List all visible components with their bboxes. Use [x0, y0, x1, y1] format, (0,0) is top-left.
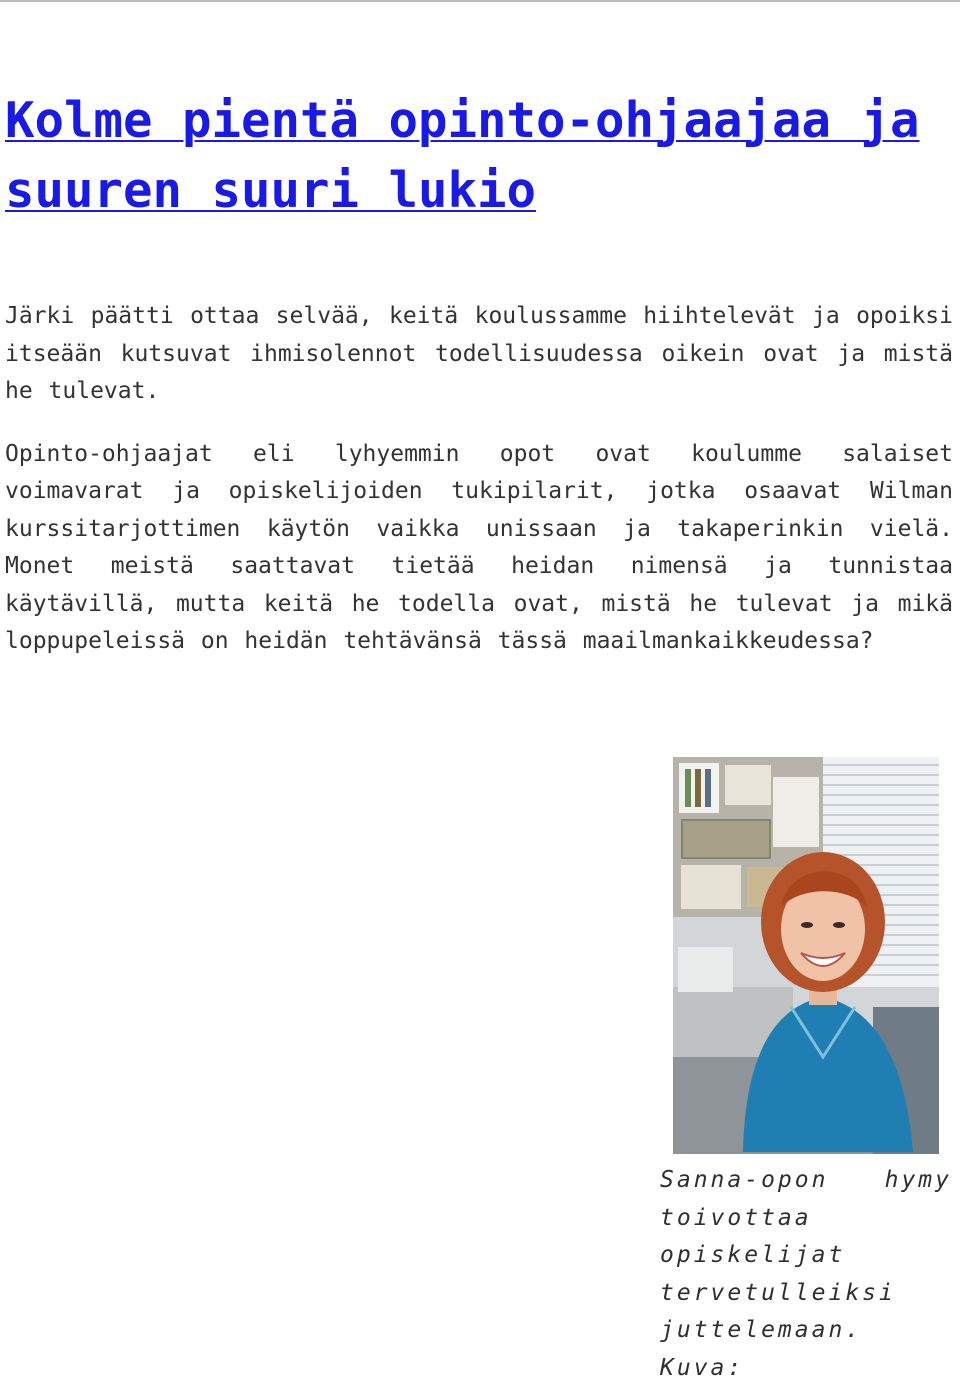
portrait-photo	[673, 757, 939, 1154]
photo-caption: Sanna-opon hymy toivottaa opiskelijat tervetulleiksi juttelemaan. Kuva:	[660, 1167, 952, 1381]
article	[5, 86, 953, 661]
article-title-link[interactable]: Kolme pientä opinto-ohjaajaa ja suuren suuri lukio	[5, 92, 920, 219]
article-lead: Järki päätti ottaa selvää, keitä koulussamme hiihtelevät ja opoiksi itseään kutsuvat ihmisolennot todellisuudessa oikein ovat ja mistä he tulevat.	[5, 303, 953, 404]
article-body: Opinto-ohjaajat eli lyhyemmin opot ovat koulumme salaiset voimavarat ja opiskelijoiden tukipilarit, jotka osaavat Wilman kurssitarjottimen käytön vaikka unissaan ja takaperinkin vielä. Monet meistä saattavat tietää heidan nimensä ja tunnistaa käytävillä, mutta keitä he todella ovat, mistä he tulevat ja mikä loppupeleissä on heidän tehtävänsä tässä maailmankaikkeudessa?	[5, 440, 953, 654]
top-rule	[0, 0, 960, 2]
portrait-illustration	[673, 757, 939, 1154]
article-title	[5, 86, 953, 226]
